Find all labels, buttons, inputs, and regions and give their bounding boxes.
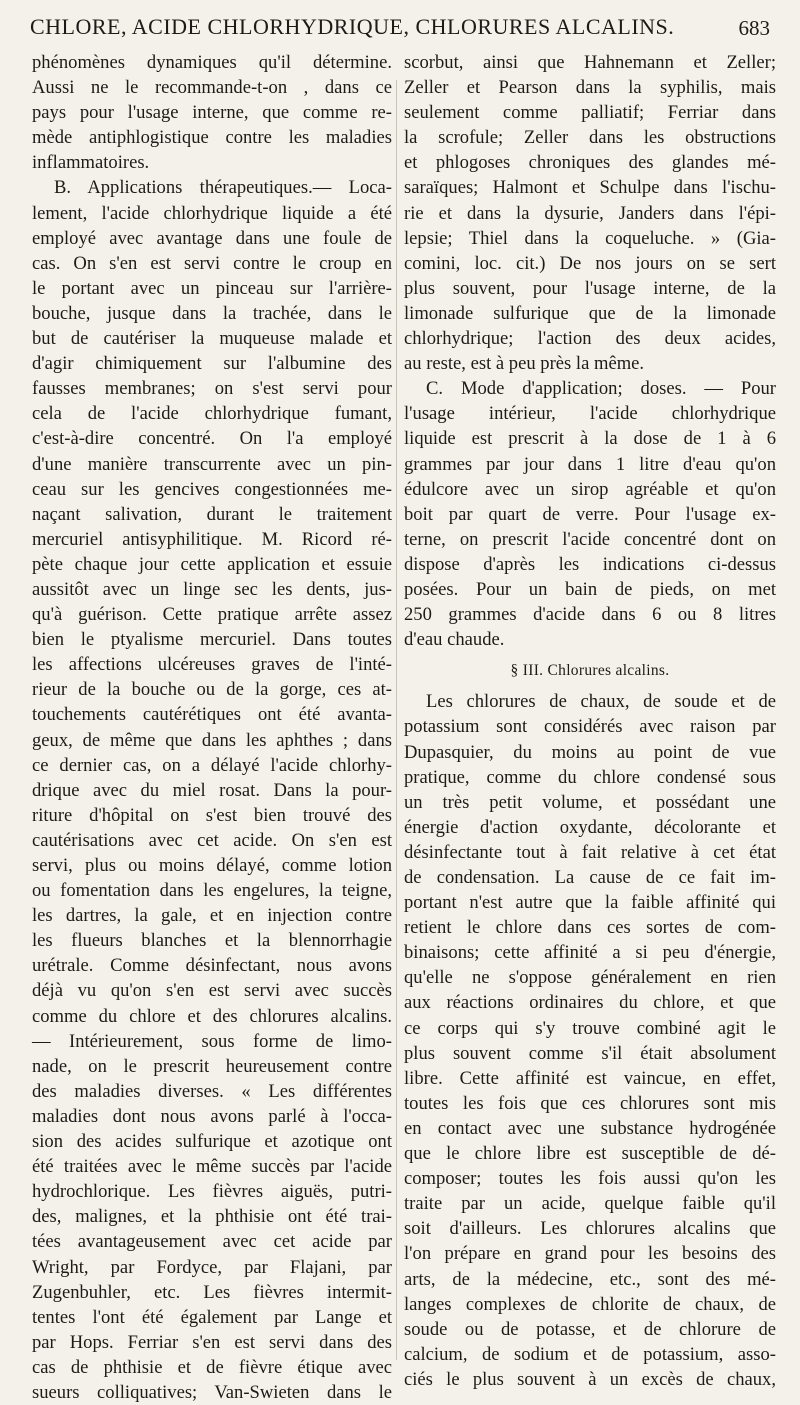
text-line: urétrale. Comme désinfectant, nous avons <box>32 955 392 977</box>
running-title: CHLORE, ACIDE CHLORHYDRIQUE, CHLORURES ALCALINS. <box>30 14 675 39</box>
text-line: aussitôt avec un linge sec les dents, jus- <box>32 578 392 600</box>
left-column <box>32 50 392 1405</box>
text-line: sion des acides sulfurique et azotique ont <box>32 1131 392 1153</box>
text-line: phénomènes dynamiques qu'il détermine. <box>32 52 392 73</box>
text-line: arts, de la médecine, etc., sont des mé- <box>404 1268 776 1290</box>
right-column-top <box>404 50 776 652</box>
text-line: sueurs colliquatives; Van-Swieten dans le <box>32 1381 392 1403</box>
text-line: limonade sulfurique que de la limonade <box>404 302 776 324</box>
text-line: cautérisations avec cet acide. On s'en est <box>32 829 392 851</box>
text-line: au reste, est à peu près la même. <box>404 353 645 375</box>
text-line: employé avec avantage dans une foule de <box>32 227 392 249</box>
text-line: déjà vu qu'on s'en est servi avec succès <box>32 980 392 1002</box>
text-line: un très petit volume, et possédant une <box>404 791 776 813</box>
text-line: seulement comme palliatif; Ferriar dans <box>404 102 776 124</box>
text-line: portant n'est autre que la faible affinité qui <box>404 892 776 914</box>
text-line: Aussi ne le recommande-t-on , dans ce <box>32 77 392 99</box>
text-line: mercuriel antisyphilitique. M. Ricord ré- <box>32 528 392 550</box>
text-line: posées. Pour un bain de pieds, on met <box>404 578 776 600</box>
text-line: ce corps qui s'y trouve combiné agit le <box>404 1017 776 1039</box>
text-line: nade, on le prescrit heureusement contre <box>32 1055 392 1077</box>
text-line: des maladies diverses. « Les différentes <box>32 1080 392 1102</box>
text-line: plus souvent comme s'il était absolument <box>404 1042 776 1064</box>
text-line: d'eau chaude. <box>404 629 505 651</box>
text-line: ou fomentation dans les engelures, la teigne, <box>32 880 392 902</box>
page-number: 683 <box>738 16 770 40</box>
page-header <box>20 10 780 46</box>
section-heading: § III. Chlorures alcalins. <box>510 662 670 680</box>
text-line: édulcore avec un sirop agréable et qu'on <box>404 478 776 500</box>
text-line: soude ou de potasse, et de chlorure de <box>404 1318 776 1340</box>
text-line: tées avantageusement avec cet acide par <box>32 1231 392 1253</box>
text-line: but de cautériser la muqueuse malade et <box>32 328 392 350</box>
text-line: ce dernier cas, on a délayé l'acide chlorhy- <box>32 754 392 776</box>
text-line: fausses membranes; on s'est servi pour <box>32 378 392 400</box>
text-line: — Intérieurement, sous forme de limo- <box>32 1030 392 1052</box>
text-line: Les chlorures de chaux, de soude et de <box>426 691 776 713</box>
text-line: Wright, par Fordyce, par Flajani, par <box>32 1256 392 1278</box>
text-line: aux réactions ordinaires du chlore, et que <box>404 992 776 1014</box>
text-line: et phlogoses chroniques des glandes mé- <box>404 152 776 174</box>
text-line: grammes par jour dans 1 litre d'eau qu'on <box>404 453 776 475</box>
text-line: d'agir chimiquement sur l'albumine des <box>32 353 392 375</box>
text-line: composer; toutes les fois aussi qu'on les <box>404 1168 776 1190</box>
text-line: chlorhydrique; l'action des deux acides, <box>404 328 776 350</box>
text-line: cela de l'acide chlorhydrique fumant, <box>32 403 392 425</box>
text-line: qu'à guérison. Cette pratique arrête assez <box>32 604 392 626</box>
text-line: inflammatoires. <box>32 152 150 174</box>
text-line: les flueurs blanches et la blennorrhagie <box>32 930 392 952</box>
text-line: maladies dont nous avons parlé à l'occa- <box>32 1105 392 1127</box>
text-line: libre. Cette affinité est vaincue, en effet, <box>404 1067 776 1089</box>
text-line: pays pour l'usage interne, que comme re- <box>32 102 392 124</box>
text-line: calcium, de sodium et de potassium, asso- <box>404 1343 776 1365</box>
text-line: hydrochlorique. Les fièvres aiguës, putri- <box>32 1181 392 1203</box>
text-line: comme du chlore et des chlorures alcalins. <box>32 1005 392 1027</box>
text-line: lepsie; Thiel dans la coqueluche. » (Gia- <box>404 227 776 249</box>
text-line: binaisons; cette affinité a si peu d'énergie, <box>404 942 776 964</box>
text-line: terne, on prescrit l'acide concentré dont on <box>404 528 776 550</box>
text-line: mède antiphlogistique contre les maladies <box>32 127 392 149</box>
right-column <box>404 50 776 1392</box>
text-line: le portant avec un pinceau sur l'arrière- <box>32 277 392 299</box>
text-line: que le chlore libre est susceptible de dé- <box>404 1143 776 1165</box>
text-line: l'on prépare en grand pour les besoins des <box>404 1243 776 1265</box>
text-line: geux, de même que dans les aphthes ; dans <box>32 729 392 751</box>
text-line: naçant salivation, durant le traitement <box>32 503 392 525</box>
text-line: comini, loc. cit.) De nos jours on se sert <box>404 252 776 274</box>
text-line: riture d'hôpital on s'est bien trouvé des <box>32 804 392 826</box>
text-line: Dupasquier, du moins au point de vue <box>404 741 776 763</box>
text-line: ciés le plus souvent à un excès de chaux, <box>404 1368 776 1390</box>
text-line: les dartres, la gale, et en injection contre <box>32 905 392 927</box>
text-line: C. Mode d'application; doses. — Pour <box>426 378 776 400</box>
text-line: 250 grammes d'acide dans 6 ou 8 litres <box>404 604 776 626</box>
text-line: d'une manière transcurrente avec un pin- <box>32 453 392 475</box>
text-line: liquide est prescrit à la dose de 1 à 6 <box>404 428 776 450</box>
text-line: Zeller et Pearson dans la syphilis, mais <box>404 77 776 99</box>
text-line: B. Applications thérapeutiques.— Loca- <box>54 177 392 199</box>
text-line: par Hops. Ferriar s'en est servi dans des <box>32 1331 392 1353</box>
text-line: pète chaque jour cette application et essuie <box>32 553 392 575</box>
text-line: boit par quart de verre. Pour l'usage ex- <box>404 503 776 525</box>
text-line: les affections ulcéreuses graves de l'inté- <box>32 654 392 676</box>
text-line: bouche, jusque dans la trachée, dans le <box>32 302 392 324</box>
text-line: toutes les fois que ces chlorures sont mis <box>404 1092 776 1114</box>
column-divider <box>396 80 397 1360</box>
text-line: tentes l'ont été également par Lange et <box>32 1306 392 1328</box>
text-line: langes complexes de chlorite de chaux, de <box>404 1293 776 1315</box>
text-line: cas. On s'en est servi contre le croup en <box>32 252 392 274</box>
text-line: l'usage intérieur, l'acide chlorhydrique <box>404 403 776 425</box>
text-line: retient le chlore dans ces sortes de com- <box>404 917 776 939</box>
text-line: pratique, comme du chlore condensé sous <box>404 766 776 788</box>
text-line: potassium sont considérés avec raison par <box>404 716 776 738</box>
text-line: servi, plus ou moins délayé, comme lotion <box>32 855 392 876</box>
text-line: énergie d'action oxydante, décolorante et <box>404 816 776 838</box>
text-line: rieur de la bouche ou de la gorge, ces at- <box>32 679 392 701</box>
text-line: soit d'ailleurs. Les chlorures alcalins que <box>404 1218 776 1240</box>
text-line: été traitées avec le même succès par l'acide <box>32 1156 392 1178</box>
text-line: de condensation. La cause de ce fait im- <box>404 867 776 888</box>
right-column-bottom <box>404 689 776 1392</box>
text-line: c'est-à-dire concentré. On l'a employé <box>32 428 392 450</box>
text-line: en contact avec une substance hydrogénée <box>404 1117 776 1139</box>
text-line: traite par un acide, quelque faible qu'il <box>404 1193 776 1215</box>
text-line: des, malignes, et la phthisie ont été trai- <box>32 1206 392 1228</box>
text-line: drique avec du miel rosat. Dans la pour- <box>32 779 392 801</box>
text-line: touchements cautérétiques ont été avanta- <box>32 704 392 726</box>
text-line: la scrofule; Zeller dans les obstructions <box>404 127 776 149</box>
text-line: ceau sur les gencives congestionnées me- <box>32 478 392 500</box>
text-line: Zugenbuhler, etc. Les fièvres intermit- <box>32 1281 392 1303</box>
text-line: dispose d'après les indications ci-dessus <box>404 553 776 575</box>
text-line: désinfectante tout à fait relative à cet état <box>404 841 776 863</box>
text-line: plus souvent, pour l'usage interne, de la <box>404 277 776 299</box>
text-line: qu'elle ne s'oppose généralement en rien <box>404 967 776 989</box>
text-line: lement, l'acide chlorhydrique liquide a été <box>32 202 392 224</box>
text-line: scorbut, ainsi que Hahnemann et Zeller; <box>404 52 776 73</box>
text-line: cas de phthisie et de fièvre étique avec <box>32 1356 392 1378</box>
text-line: rie et dans la dysurie, Janders dans l'épi- <box>404 202 776 224</box>
text-line: bien le ptyalisme mercuriel. Dans toutes <box>32 629 392 651</box>
text-line: saraïques; Halmont et Schulpe dans l'ischu- <box>404 177 776 199</box>
